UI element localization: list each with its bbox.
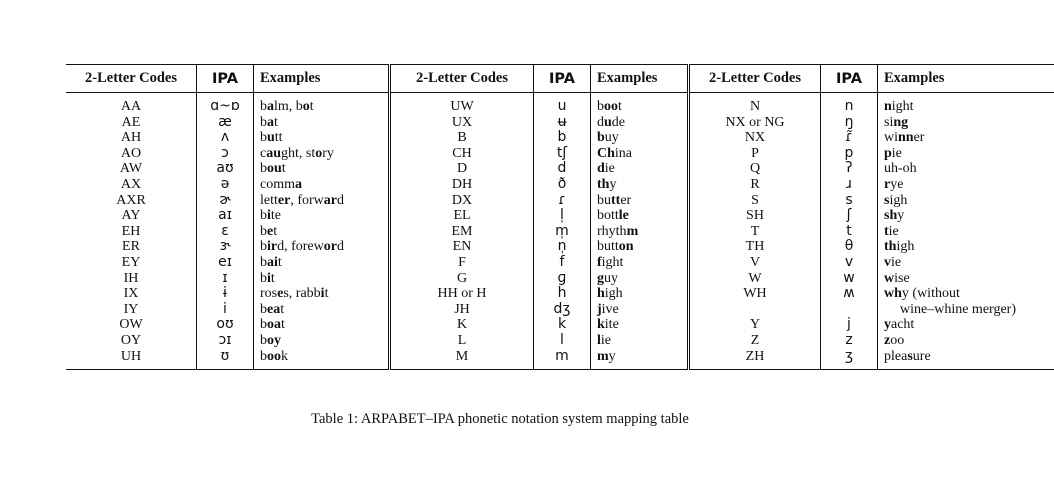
cell-example: buy xyxy=(591,130,689,146)
cell-ipa: ɑ~ɒ xyxy=(197,93,254,115)
cell-ipa: ʍ xyxy=(821,286,878,302)
cell-ipa: ʌ xyxy=(197,130,254,146)
cell-ipa: eɪ xyxy=(197,255,254,271)
cell-example: wise xyxy=(884,270,910,286)
arpabet-ipa-table-container xyxy=(66,64,1016,370)
cell-ipa: dʒ xyxy=(534,302,591,318)
cell-ipa: ɛ xyxy=(197,224,254,240)
cell-ipa: ɾ̃ xyxy=(821,130,878,146)
cell-example: bite xyxy=(254,208,390,224)
cell-example: shy xyxy=(884,208,905,224)
cell-ipa: æ xyxy=(197,115,254,131)
cell-example: tie xyxy=(884,223,899,239)
cell-ipa xyxy=(821,302,878,318)
col-header-codes-2: 2-Letter Codes xyxy=(390,65,534,93)
cell-ipa: oʊ xyxy=(197,317,254,333)
table-row xyxy=(66,349,1054,370)
table-row xyxy=(66,224,1054,240)
cell-code: EY xyxy=(66,255,197,271)
cell-ipa: ɹ xyxy=(821,177,878,193)
cell-ipa: l̩ xyxy=(534,208,591,224)
cell-code: V xyxy=(689,255,821,271)
header-row xyxy=(66,65,1054,93)
cell-code: HH or H xyxy=(390,286,534,302)
cell-code: NX or NG xyxy=(689,115,821,131)
cell-code: JH xyxy=(390,302,534,318)
col-header-codes-3: 2-Letter Codes xyxy=(689,65,821,93)
cell-ipa: ɨ xyxy=(197,286,254,302)
cell-example: kite xyxy=(591,317,689,333)
cell-code: UH xyxy=(66,349,197,370)
cell-code: L xyxy=(390,333,534,349)
cell-code: B xyxy=(390,130,534,146)
table-row xyxy=(66,317,1054,333)
cell-ipa: n xyxy=(821,93,878,115)
cell-ipa: f xyxy=(534,255,591,271)
cell-code: EH xyxy=(66,224,197,240)
cell-code: IY xyxy=(66,302,197,318)
cell-example: bird, foreword xyxy=(254,239,390,255)
cell-ipa: ʃ xyxy=(821,208,878,224)
cell-code: EN xyxy=(390,239,534,255)
cell-code: AXR xyxy=(66,193,197,209)
cell-ipa: ɔɪ xyxy=(197,333,254,349)
cell-example: boat xyxy=(254,317,390,333)
cell-code: Z xyxy=(689,333,821,349)
cell-ipa: u xyxy=(534,93,591,115)
cell-code: OW xyxy=(66,317,197,333)
cell-ipa: s xyxy=(821,193,878,209)
cell-example: caught, story xyxy=(254,146,390,162)
cell-example: rye xyxy=(884,176,904,192)
cell-ipa: aɪ xyxy=(197,208,254,224)
table-row xyxy=(66,286,1054,302)
cell-code: DX xyxy=(390,193,534,209)
cell-example: rhythm xyxy=(591,224,689,240)
cell-ipa: p xyxy=(821,146,878,162)
cell-ipa: aʊ xyxy=(197,161,254,177)
cell-example: boy xyxy=(254,333,390,349)
cell-ipa: ʒ xyxy=(821,349,878,370)
cell-ipa: j xyxy=(821,317,878,333)
cell-example: sigh xyxy=(884,192,908,208)
cell-code: ER xyxy=(66,239,197,255)
cell-code: Q xyxy=(689,161,821,177)
cell-ipa: h xyxy=(534,286,591,302)
cell-ipa: ə xyxy=(197,177,254,193)
cell-example: vie xyxy=(884,254,902,270)
cell-ipa: m xyxy=(534,349,591,370)
cell-example: balm, bot xyxy=(254,93,390,115)
table-row xyxy=(66,146,1054,162)
cell-example: zoo xyxy=(884,332,905,348)
cell-code: OY xyxy=(66,333,197,349)
cell-code: EL xyxy=(390,208,534,224)
table-row xyxy=(66,255,1054,271)
cell-ipa: v xyxy=(821,255,878,271)
cell-ipa: l xyxy=(534,333,591,349)
cell-code: NX xyxy=(689,130,821,146)
table-row xyxy=(66,93,1054,115)
cell-example: button xyxy=(591,239,689,255)
cell-code: TH xyxy=(689,239,821,255)
cell-example: uh-oh xyxy=(884,161,917,177)
cell-example: bit xyxy=(254,271,390,287)
col-header-ipa-2: IPA xyxy=(534,65,591,93)
cell-example: high xyxy=(591,286,689,302)
cell-example: bout xyxy=(254,161,390,177)
cell-example: pleasure xyxy=(884,348,931,364)
cell-ipa: ʉ xyxy=(534,115,591,131)
cell-code: T xyxy=(689,224,821,240)
cell-example: book xyxy=(254,349,390,370)
cell-example: boot xyxy=(591,93,689,115)
cell-example: sing xyxy=(884,114,909,130)
cell-example: letter, forward xyxy=(254,193,390,209)
cell-example: bottle xyxy=(591,208,689,224)
cell-code: ZH xyxy=(689,349,821,370)
cell-example: jive xyxy=(591,302,689,318)
col-header-ipa-1: IPA xyxy=(197,65,254,93)
cell-ipa: ɚ xyxy=(197,193,254,209)
cell-ipa: ŋ xyxy=(821,115,878,131)
cell-ipa: ð xyxy=(534,177,591,193)
cell-ipa: ɪ xyxy=(197,271,254,287)
cell-code: AY xyxy=(66,208,197,224)
cell-code: AE xyxy=(66,115,197,131)
cell-example: guy xyxy=(591,271,689,287)
cell-example: butter xyxy=(591,193,689,209)
table-row xyxy=(66,193,1054,209)
cell-code: S xyxy=(689,193,821,209)
cell-example: thigh xyxy=(884,239,915,255)
cell-example: winner xyxy=(884,130,925,146)
cell-ipa: k xyxy=(534,317,591,333)
cell-code: UX xyxy=(390,115,534,131)
table-row xyxy=(66,130,1054,146)
cell-code: IH xyxy=(66,271,197,287)
cell-example: bet xyxy=(254,224,390,240)
cell-ipa: ʔ xyxy=(821,161,878,177)
cell-ipa: i xyxy=(197,302,254,318)
cell-code: G xyxy=(390,271,534,287)
cell-code: D xyxy=(390,161,534,177)
cell-code: K xyxy=(390,317,534,333)
cell-example: my xyxy=(591,349,689,370)
cell-code: AA xyxy=(66,93,197,115)
cell-ipa: ɾ xyxy=(534,193,591,209)
cell-code: W xyxy=(689,271,821,287)
cell-code: AW xyxy=(66,161,197,177)
cell-code: R xyxy=(689,177,821,193)
cell-example: bait xyxy=(254,255,390,271)
cell-code: Y xyxy=(689,317,821,333)
table-row xyxy=(66,161,1054,177)
cell-example: why (without wine–whine merger) xyxy=(884,286,1016,317)
cell-code xyxy=(689,302,821,318)
cell-example: die xyxy=(591,161,689,177)
cell-example: fight xyxy=(591,255,689,271)
cell-ipa: ɡ xyxy=(534,271,591,287)
cell-ipa: ɔ xyxy=(197,146,254,162)
cell-ipa: z xyxy=(821,333,878,349)
col-header-ipa-3: IPA xyxy=(821,65,878,93)
cell-code: P xyxy=(689,146,821,162)
table-row xyxy=(66,271,1054,287)
cell-example: thy xyxy=(591,177,689,193)
table-row xyxy=(66,115,1054,131)
table-caption: Table 1: ARPABET–IPA phonetic notation system mapping table xyxy=(311,411,689,427)
cell-code: UW xyxy=(390,93,534,115)
cell-code: N xyxy=(689,93,821,115)
cell-code: CH xyxy=(390,146,534,162)
cell-example: night xyxy=(884,99,914,114)
cell-code: EM xyxy=(390,224,534,240)
cell-ipa: d xyxy=(534,161,591,177)
arpabet-ipa-table xyxy=(66,64,1054,370)
cell-example: China xyxy=(591,146,689,162)
cell-example: bat xyxy=(254,115,390,131)
col-header-examples-2: Examples xyxy=(591,65,689,93)
table-row xyxy=(66,239,1054,255)
table-row xyxy=(66,333,1054,349)
cell-ipa: tʃ xyxy=(534,146,591,162)
cell-ipa: n̩ xyxy=(534,239,591,255)
table-row xyxy=(66,208,1054,224)
cell-ipa: θ xyxy=(821,239,878,255)
col-header-examples-3: Examples xyxy=(878,65,1054,93)
cell-ipa: m̩ xyxy=(534,224,591,240)
cell-example: butt xyxy=(254,130,390,146)
cell-ipa: ɝ xyxy=(197,239,254,255)
cell-ipa: ʊ xyxy=(197,349,254,370)
cell-code: AO xyxy=(66,146,197,162)
cell-example: yacht xyxy=(884,317,915,333)
cell-example: comma xyxy=(254,177,390,193)
cell-code: WH xyxy=(689,286,821,302)
cell-code: F xyxy=(390,255,534,271)
cell-code: AX xyxy=(66,177,197,193)
cell-example: roses, rabbit xyxy=(254,286,390,302)
cell-code: SH xyxy=(689,208,821,224)
cell-ipa: b xyxy=(534,130,591,146)
cell-code: DH xyxy=(390,177,534,193)
cell-code: IX xyxy=(66,286,197,302)
table-body xyxy=(66,93,1054,370)
cell-example: beat xyxy=(254,302,390,318)
table-row xyxy=(66,177,1054,193)
cell-code: AH xyxy=(66,130,197,146)
cell-example: dude xyxy=(591,115,689,131)
cell-example: lie xyxy=(591,333,689,349)
col-header-codes-1: 2-Letter Codes xyxy=(66,65,197,93)
cell-ipa: t xyxy=(821,224,878,240)
table-header xyxy=(66,65,1054,93)
col-header-examples-1: Examples xyxy=(254,65,390,93)
cell-example: pie xyxy=(884,145,902,161)
cell-ipa: w xyxy=(821,271,878,287)
cell-code: M xyxy=(390,349,534,370)
